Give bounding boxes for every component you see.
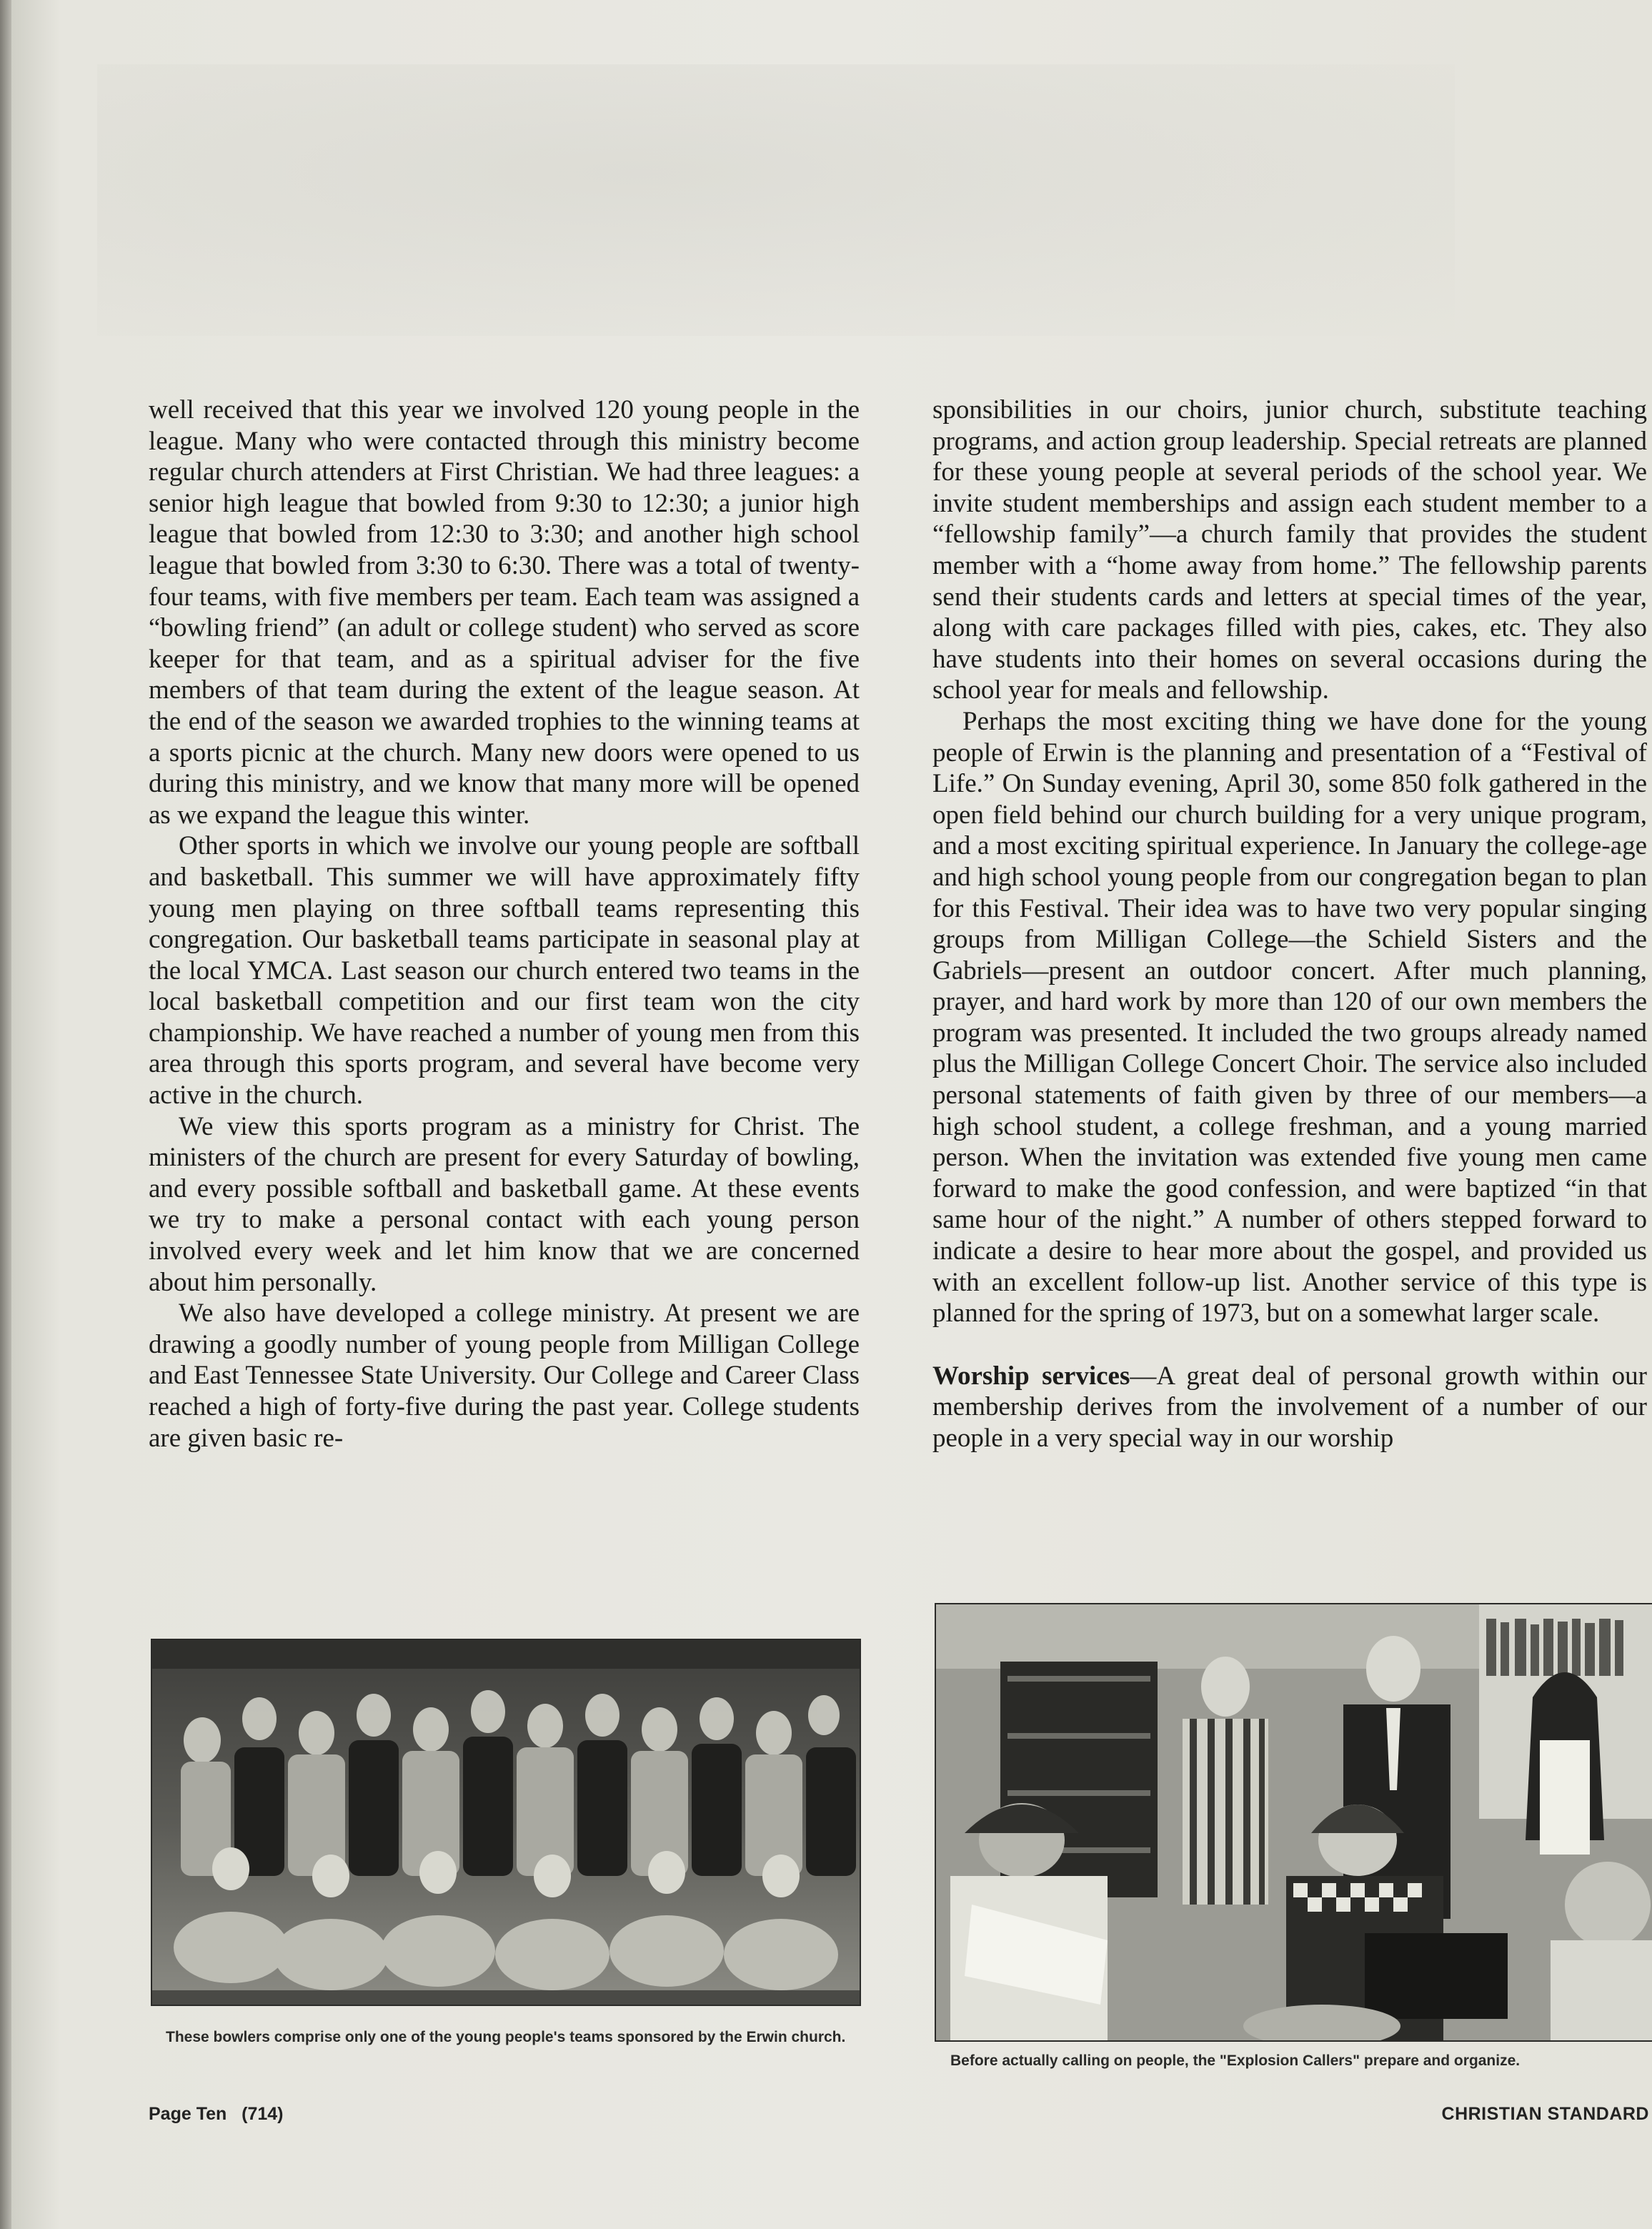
left-paragraph-3: We view this sports program as a ministry for Christ. The ministers of the church are present for every Saturday of bowling, and every possible softball and basketball game. At these events we try to make a personal contact with each young person involved every week and let him know that we are concerned about him personally.: [149, 1111, 860, 1297]
explosion-callers-caption: Before actually calling on people, the "Explosion Callers" prepare and organize.: [950, 2052, 1521, 2069]
page-number: Page Ten (714): [149, 2104, 284, 2124]
worship-services-heading: Worship services: [932, 1361, 1130, 1391]
left-paragraph-1: well received that this year we involved 120 young people in the league. Many who were contacted through this ministry become regular church attenders at First Christian. We had three leagues: a senior high league that bowled from 9:30 to 12:30; a junior high league that bowled from 12:30 to 3:30; and another high school league that bowled from 3:30 to 6:30. There was a total of twenty-four teams, with five members per team. Each team was assigned a “bowling friend” (an adult or college student) who served as score keeper for that team, and as a spiritual adviser for the five members of that team during the extent of the league season. At the end of the season we awarded trophies to the winning teams at a sports picnic at the church. Many new doors were opened to us during this ministry, and we know that many more will be opened as we expand the league this winter.: [149, 395, 860, 830]
faded-header-area: [97, 64, 1455, 336]
right-paragraph-3: [932, 1361, 1647, 1454]
bowlers-photo-illustration: [152, 1640, 860, 2005]
page-spine: [0, 0, 11, 2229]
worship-services-text: —A great deal of personal growth within our membership derives from the involvement of a number of our people in a very special way in our worship: [932, 1361, 1647, 1453]
left-column: [149, 394, 860, 1454]
explosion-callers-photo: [935, 1603, 1652, 2042]
bowlers-photo: [151, 1639, 861, 2006]
publication-name: CHRISTIAN STANDARD: [1441, 2104, 1649, 2124]
explosion-callers-photo-illustration: [936, 1604, 1652, 2040]
right-paragraph-1: sponsibilities in our choirs, junior church, substitute teaching programs, and action group leadership. Special retreats are planned for these young people at several periods of the school year. We invite student memberships and assign each student member to a “fellowship family”—a church family that provides the student member with a “home away from home.” The fellowship parents send their students cards and letters at special times of the year, along with care packages filled with pies, cakes, etc. They also have students into their homes on several occasions during the school year for meals and fellowship.: [932, 395, 1647, 705]
left-paragraph-2: Other sports in which we involve our young people are softball and basketball. This summer we will have approximately fifty young men playing on three softball teams representing this congregation. Our basketball teams participate in seasonal play at the local YMCA. Last season our church entered two teams in the local basketball competition and our first team won the city championship. We have reached a number of young men from this area through this sports program, and several have become very active in the church.: [149, 831, 860, 1111]
right-paragraph-2: Perhaps the most exciting thing we have done for the young people of Erwin is the planning and presentation of a “Festival of Life.” On Sunday evening, April 30, some 850 folk gathered in the open field behind our church building for a very unique program, and a most exciting spiritual experience. In January the college-age and high school young people from our congregation began to plan for this Festival. Their idea was to have two very popular singing groups from Milligan College—the Schield Sisters and the Gabriels—present an outdoor concert. After much planning, prayer, and hard work by more than 120 of our own members the program was presented. It included the two groups already named plus the Milligan College Concert Choir. The service also included personal statements of faith given by three of our members—a high school student, a college freshman, and a young married person. When the invitation was extended five young men came forward to make the good confession, and were baptized “in that same hour of the night.” A number of others stepped forward to indicate a desire to hear more about the gospel, and provided us with an excellent follow-up list. Another service of this type is planned for the spring of 1973, but on a somewhat larger scale.: [932, 706, 1647, 1329]
left-paragraph-4: We also have developed a college ministry. At present we are drawing a goodly number of young people from Milligan College and East Tennessee State University. Our College and Career Class reached a high of forty-five during the past year. College students are given basic re-: [149, 1299, 860, 1453]
bowlers-photo-caption: These bowlers comprise only one of the young people's teams sponsored by the Erwin church.: [166, 2029, 846, 2045]
right-column: [932, 394, 1647, 1454]
